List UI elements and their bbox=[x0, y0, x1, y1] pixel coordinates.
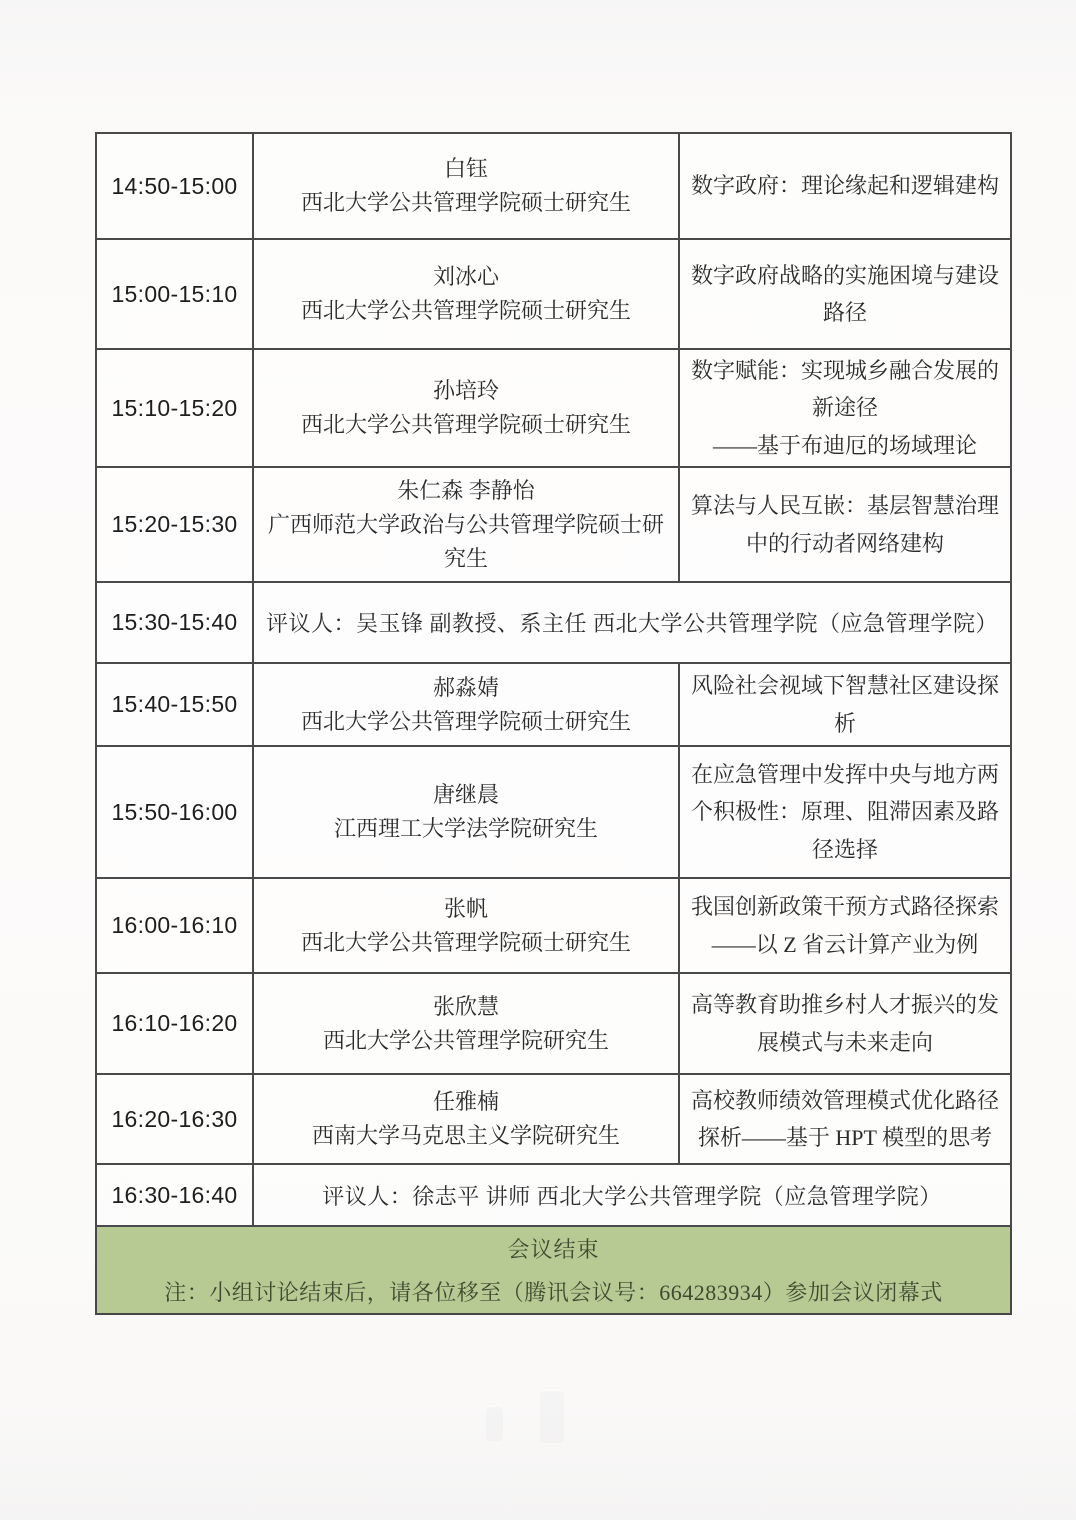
evaluator-cell: 评议人：吴玉锋 副教授、系主任 西北大学公共管理学院（应急管理学院） bbox=[253, 582, 1011, 663]
time-cell: 15:20-15:30 bbox=[96, 467, 253, 582]
speaker-name: 刘冰心 bbox=[432, 263, 499, 289]
speaker-name: 任雅楠 bbox=[432, 1089, 499, 1115]
table-row bbox=[96, 239, 1011, 349]
speaker-cell bbox=[253, 746, 679, 878]
time-cell: 15:10-15:20 bbox=[96, 349, 253, 467]
time-cell: 16:00-16:10 bbox=[96, 878, 253, 973]
table-row bbox=[96, 1164, 1011, 1226]
table-row bbox=[96, 746, 1011, 878]
table-row bbox=[96, 1074, 1011, 1164]
paper-title: 数字赋能：实现城乡融合发展的 新途径 ——基于布迪厄的场域理论 bbox=[679, 349, 1011, 467]
closing-banner bbox=[96, 1226, 1011, 1314]
time-cell: 16:10-16:20 bbox=[96, 973, 253, 1074]
paper-title: 算法与人民互嵌：基层智慧治理 中的行动者网络建构 bbox=[679, 467, 1011, 582]
speaker-affiliation: 西北大学公共管理学院硕士研究生 bbox=[300, 412, 631, 438]
speaker-cell bbox=[253, 878, 679, 973]
paper-title: 数字政府战略的实施困境与建设 路径 bbox=[679, 239, 1011, 349]
speaker-name: 孙培玲 bbox=[432, 377, 499, 403]
time-cell: 15:00-15:10 bbox=[96, 239, 253, 349]
speaker-cell bbox=[253, 663, 679, 746]
table-row bbox=[96, 133, 1011, 239]
paper-title: 高校教师绩效管理模式优化路径 探析——基于 HPT 模型的思考 bbox=[679, 1074, 1011, 1164]
speaker-name: 郝淼婧 bbox=[432, 674, 499, 700]
speaker-affiliation: 西北大学公共管理学院硕士研究生 bbox=[300, 190, 631, 215]
scan-smudge bbox=[540, 1391, 564, 1443]
speaker-cell bbox=[253, 239, 679, 349]
table-row bbox=[96, 973, 1011, 1074]
time-cell: 14:50-15:00 bbox=[96, 133, 253, 239]
session-table bbox=[95, 132, 1012, 1315]
closing-note: 注：小组讨论结束后，请各位移至（腾讯会议号：664283934）参加会议闭幕式 bbox=[164, 1280, 943, 1306]
speaker-affiliation: 广西师范大学政治与公共管理学院硕士研 究生 bbox=[267, 511, 664, 571]
paper-title: 我国创新政策干预方式路径探索 ——以 Z 省云计算产业为例 bbox=[679, 878, 1011, 973]
speaker-affiliation: 西北大学公共管理学院研究生 bbox=[322, 1027, 609, 1053]
speaker-cell bbox=[253, 467, 679, 582]
speaker-name: 张欣慧 bbox=[432, 993, 499, 1019]
speaker-name: 白钰 bbox=[443, 155, 488, 181]
evaluator-cell: 评议人：徐志平 讲师 西北大学公共管理学院（应急管理学院） bbox=[253, 1164, 1011, 1226]
speaker-affiliation: 西北大学公共管理学院硕士研究生 bbox=[300, 708, 631, 734]
paper-title: 风险社会视域下智慧社区建设探 析 bbox=[679, 663, 1011, 746]
table-row bbox=[96, 582, 1011, 663]
table-row bbox=[96, 1226, 1011, 1314]
table-row bbox=[96, 349, 1011, 467]
speaker-cell bbox=[253, 973, 679, 1074]
time-cell: 15:50-16:00 bbox=[96, 746, 253, 878]
paper-title: 数字政府：理论缘起和逻辑建构 bbox=[679, 133, 1011, 239]
time-cell: 16:20-16:30 bbox=[96, 1074, 253, 1164]
speaker-cell bbox=[253, 1074, 679, 1164]
speaker-affiliation: 西南大学马克思主义学院研究生 bbox=[311, 1123, 620, 1149]
speaker-affiliation: 西北大学公共管理学院硕士研究生 bbox=[300, 298, 631, 323]
table-row bbox=[96, 467, 1011, 582]
paper-title: 高等教育助推乡村人才振兴的发 展模式与未来走向 bbox=[679, 973, 1011, 1074]
paper-title: 在应急管理中发挥中央与地方两 个积极性：原理、阻滞因素及路 径选择 bbox=[679, 746, 1011, 878]
speaker-cell bbox=[253, 133, 679, 239]
speaker-affiliation: 江西理工大学法学院研究生 bbox=[333, 816, 598, 842]
time-cell: 16:30-16:40 bbox=[96, 1164, 253, 1226]
scan-smudge bbox=[486, 1407, 503, 1441]
time-cell: 15:30-15:40 bbox=[96, 582, 253, 663]
speaker-name: 朱仁森 李静怡 bbox=[397, 477, 535, 503]
table-row bbox=[96, 878, 1011, 973]
closing-title: 会议结束 bbox=[507, 1237, 600, 1263]
speaker-name: 唐继晨 bbox=[432, 782, 499, 808]
speaker-cell bbox=[253, 349, 679, 467]
time-cell: 15:40-15:50 bbox=[96, 663, 253, 746]
table-row bbox=[96, 663, 1011, 746]
speaker-name: 张帆 bbox=[443, 895, 488, 921]
speaker-affiliation: 西北大学公共管理学院硕士研究生 bbox=[300, 929, 631, 955]
